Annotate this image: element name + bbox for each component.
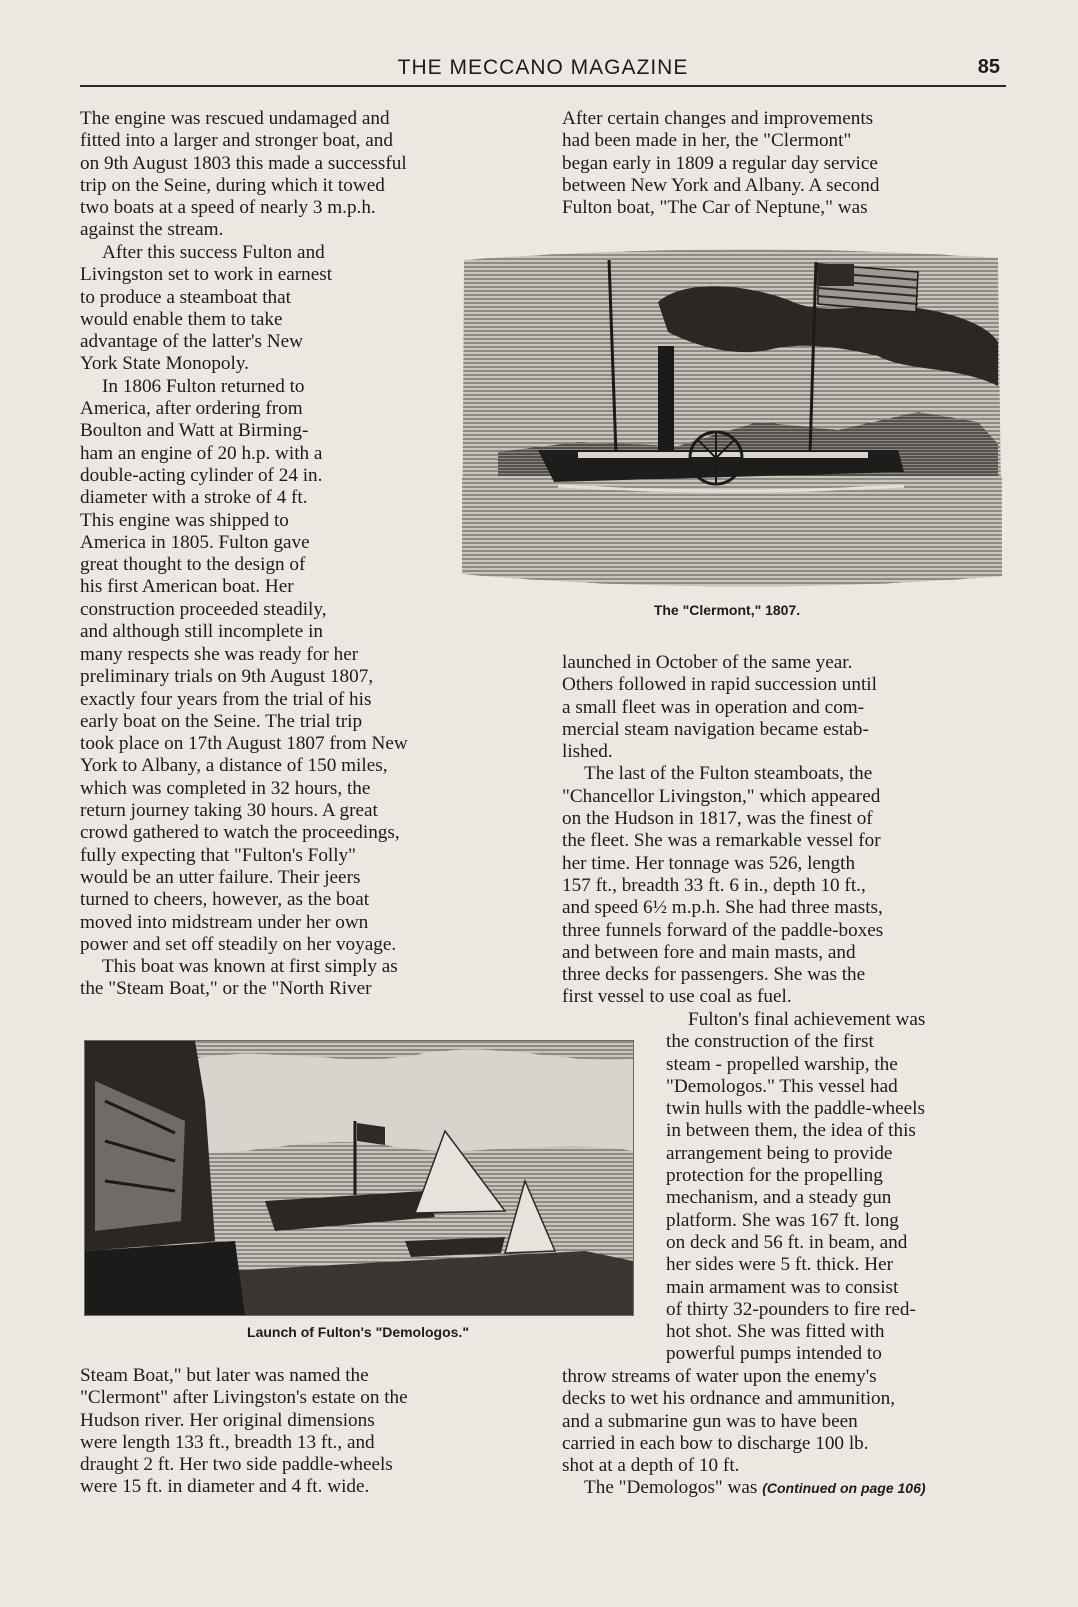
text-line: powerful pumps intended to: [666, 1343, 882, 1365]
text-line: in between them, the idea of this: [666, 1120, 916, 1142]
demologos-engraving: [84, 1040, 634, 1316]
text-line: the "Steam Boat," or the "North River: [80, 978, 372, 1000]
text-line: her sides were 5 ft. thick. Her: [666, 1254, 893, 1276]
text-line: [562, 1477, 1006, 1499]
text-line: Livingston set to work in earnest: [80, 264, 333, 286]
text-line: three funnels forward of the paddle-boxes: [562, 919, 884, 941]
text-line: Hudson river. Her original dimensions: [80, 1409, 375, 1431]
text-line: early boat on the Seine. The trial trip: [80, 710, 363, 732]
text-line: Fulton's final achievement was: [688, 1009, 926, 1030]
text-line: shot at a depth of 10 ft.: [562, 1455, 740, 1477]
text-line: main armament was to consist: [666, 1276, 899, 1298]
text-line: trip on the Seine, during which it towed: [80, 174, 385, 196]
text-line: lished.: [562, 741, 613, 763]
text-line: After certain changes and improvements: [562, 108, 874, 129]
text-line: preliminary trials on 9th August 1807,: [80, 666, 374, 688]
text-line: return journey taking 30 hours. A great: [80, 800, 378, 822]
text-line: mechanism, and a steady gun: [666, 1187, 892, 1209]
text-line: decks to wet his ordnance and ammunition,: [562, 1388, 896, 1410]
text-line: draught 2 ft. Her two side paddle-wheels: [80, 1454, 393, 1476]
text-line: diameter with a stroke of 4 ft.: [80, 487, 308, 509]
text-line: platform. She was 167 ft. long: [666, 1209, 899, 1231]
text-line: "Demologos." This vessel had: [666, 1075, 898, 1097]
text-line: against the stream.: [80, 219, 224, 241]
text-line: 157 ft., breadth 33 ft. 6 in., depth 10 ft.,: [562, 874, 866, 896]
text-line: many respects she was ready for her: [80, 644, 359, 665]
text-line: between New York and Albany. A second: [562, 174, 880, 196]
text-line: After this success Fulton and: [102, 242, 325, 263]
text-line: were length 133 ft., breadth 13 ft., and: [80, 1431, 375, 1453]
page-number: 85: [977, 56, 1000, 78]
text-line: were 15 ft. in diameter and 4 ft. wide.: [80, 1476, 370, 1498]
left-top-text: [80, 108, 512, 242]
text-line: America in 1805. Fulton gave: [80, 531, 310, 553]
text-line: The last of the Fulton steamboats, the: [584, 763, 873, 785]
text-line: exactly four years from the trial of his: [80, 688, 372, 710]
text-line: This engine was shipped to: [80, 509, 289, 531]
text-line: had been made in her, the "Clermont": [562, 130, 852, 152]
text-line: "Clermont" after Livingston's estate on the: [80, 1387, 408, 1409]
text-line: ham an engine of 20 h.p. with a: [80, 442, 323, 464]
text-line: which was completed in 32 hours, the: [80, 777, 371, 799]
text-line: first vessel to use coal as fuel.: [562, 986, 792, 1008]
text-line: protection for the propelling: [666, 1165, 883, 1187]
text-line: moved into midstream under her own: [80, 911, 369, 933]
text-line: steam - propelled warship, the: [666, 1053, 898, 1075]
text-line: the fleet. She was a remarkable vessel for: [562, 830, 881, 852]
text-line: on 9th August 1803 this made a successful: [80, 152, 407, 174]
page-header: [80, 54, 1006, 84]
text-line: Steam Boat," but later was named the: [80, 1365, 369, 1386]
text-line: carried in each bow to discharge 100 lb.: [562, 1432, 869, 1454]
text-line: her time. Her tonnage was 526, length: [562, 852, 856, 874]
text-line: began early in 1809 a regular day service: [562, 152, 878, 174]
text-line: and a submarine gun was to have been: [562, 1410, 858, 1432]
text-line: and although still incomplete in: [80, 621, 324, 643]
left-wide-text: [80, 644, 512, 1001]
text-line: In 1806 Fulton returned to: [102, 375, 305, 397]
text-line: turned to cheers, however, as the boat: [80, 889, 370, 911]
right-top-text: [562, 108, 1006, 219]
text-line: This boat was known at first simply as: [102, 956, 398, 978]
text-line: Boulton and Watt at Birming-: [80, 420, 309, 442]
text-line: two boats at a speed of nearly 3 m.p.h.: [80, 197, 376, 219]
text-line: great thought to the design of: [80, 554, 306, 576]
text-line: double-acting cylinder of 24 in.: [80, 464, 323, 486]
continued-note: (Continued on page 106): [762, 1480, 926, 1497]
text-line: Fulton boat, "The Car of Neptune," was: [562, 197, 868, 219]
text-line: advantage of the latter's New: [80, 331, 303, 353]
text-line: a small fleet was in operation and com-: [562, 696, 865, 718]
text-line: twin hulls with the paddle-wheels: [666, 1098, 925, 1120]
text-line: the construction of the first: [666, 1031, 874, 1053]
text-line: America, after ordering from: [80, 398, 303, 420]
text-line: crowd gathered to watch the proceedings,: [80, 822, 400, 844]
text-line: York to Albany, a distance of 150 miles,: [80, 755, 388, 777]
last-line-text: The "Demologos" was: [584, 1477, 758, 1499]
text-line: and between fore and main masts, and: [562, 941, 856, 963]
right-middle-text: [562, 652, 1006, 1009]
text-line: arrangement being to provide: [666, 1142, 893, 1164]
text-line: "Chancellor Livingston," which appeared: [562, 785, 881, 807]
text-line: Others followed in rapid succession until: [562, 674, 877, 696]
text-line: The engine was rescued undamaged and: [80, 108, 390, 129]
text-line: York State Monopoly.: [80, 353, 249, 375]
clermont-illustration: [458, 246, 1004, 590]
text-line: would be an utter failure. Their jeers: [80, 866, 361, 888]
text-line: on the Hudson in 1817, was the finest of: [562, 808, 873, 830]
clermont-caption: The "Clermont," 1807.: [653, 602, 801, 618]
text-line: launched in October of the same year.: [562, 652, 853, 673]
text-line: his first American boat. Her: [80, 576, 294, 598]
text-line: would enable them to take: [80, 308, 283, 330]
text-line: mercial steam navigation became estab-: [562, 718, 869, 740]
demologos-caption: Launch of Fulton's "Demologos.": [247, 1324, 469, 1340]
text-line: power and set off steadily on her voyage.: [80, 933, 397, 955]
text-line: on deck and 56 ft. in beam, and: [666, 1231, 908, 1253]
text-line: fitted into a larger and stronger boat, and: [80, 130, 393, 152]
header-rule: [80, 85, 1006, 87]
text-line: hot shot. She was fitted with: [666, 1321, 885, 1343]
text-line: throw streams of water upon the enemy's: [562, 1366, 877, 1387]
text-line: of thirty 32-pounders to fire red-: [666, 1298, 916, 1320]
text-line: construction proceeded steadily,: [80, 598, 327, 620]
right-narrow-text: [666, 1009, 1006, 1366]
text-line: and speed 6½ m.p.h. She had three masts,: [562, 897, 883, 919]
text-line: to produce a steamboat that: [80, 286, 291, 308]
left-bottom-text: [80, 1365, 512, 1499]
right-bottom-text: [562, 1366, 1006, 1500]
clermont-engraving: [458, 246, 1004, 590]
left-narrow-text: [80, 242, 420, 643]
text-line: took place on 17th August 1807 from New: [80, 733, 408, 755]
magazine-title: THE MECCANO MAGAZINE: [397, 56, 689, 79]
text-line: fully expecting that "Fulton's Folly": [80, 844, 357, 866]
text-line: three decks for passengers. She was the: [562, 964, 866, 986]
demologos-illustration: [85, 1041, 633, 1315]
